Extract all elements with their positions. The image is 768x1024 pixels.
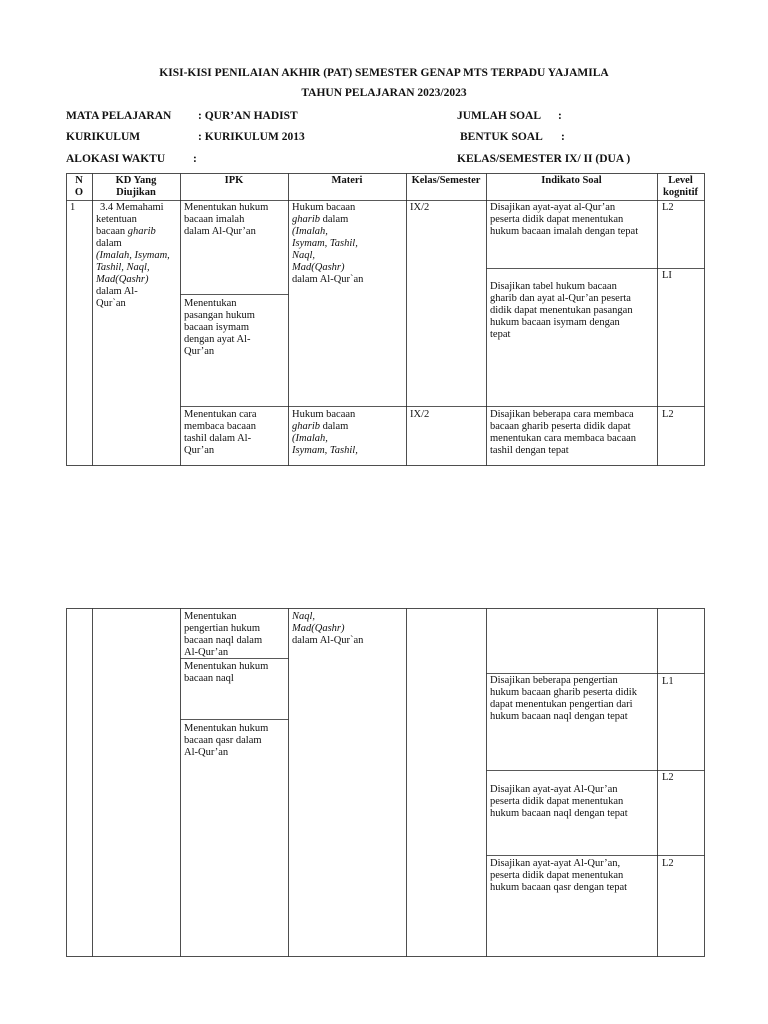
header-ipk: IPK <box>224 175 244 186</box>
bentuk-soal-value: : <box>561 131 565 143</box>
indikator-cell-5: Disajikan ayat-ayat Al-Qur’an peserta didik dapat menentukan hukum bacaan naql dengan tepat <box>490 784 628 819</box>
mapel-label: MATA PELAJARAN <box>66 110 172 122</box>
header-kelas-semester: Kelas/Semester <box>411 175 481 186</box>
level-cell-2: LI <box>662 270 672 281</box>
jumlah-soal-label: JUMLAH SOAL <box>457 110 542 122</box>
header-kd: KD Yang Diujikan <box>115 175 157 198</box>
kelas-semester-label: KELAS/SEMESTER <box>457 153 562 165</box>
materi-cell-3: Naql, Mad(Qashr) dalam Al-Qur`an <box>292 611 364 646</box>
kelas-semester-value: : IX/ II (DUA ) <box>558 153 631 165</box>
ipk-cell-tashil: Menentukan cara membaca bacaan tashil dalam Al- Qur’an <box>184 409 257 456</box>
kelas-cell-1: IX/2 <box>410 202 430 213</box>
ipk-cell-isymam: Menentukan pasangan hukum bacaan isymam dengan ayat Al- Qur’an <box>184 298 255 357</box>
alokasi-waktu-label: ALOKASI WAKTU <box>66 153 166 165</box>
row-number: 1 <box>70 202 76 213</box>
materi-cell-1: Hukum bacaan gharib dalam (Imalah, Isymam, Tashil, Naql, Mad(Qashr) dalam Al-Qur`an <box>292 202 364 285</box>
bentuk-soal-label: BENTUK SOAL <box>460 131 543 143</box>
materi-cell-2: Hukum bacaan gharib dalam (Imalah, Isymam, Tashil, <box>292 409 358 456</box>
ipk-cell-qasr: Menentukan hukum bacaan qasr dalam Al-Qur’an <box>184 723 269 758</box>
header-no: N O <box>74 175 84 198</box>
header-level-kognitif: Level kognitif <box>662 175 698 198</box>
kd-cell: 3.4 Memahami ketentuan bacaan gharib dalam (Imalah, Isymam, Tashil, Naql, Mad(Qashr) dalam Al- Qur`an <box>96 202 170 309</box>
level-cell-3: L2 <box>662 409 674 420</box>
ipk-cell-naql-pengertian: Menentukan pengertian hukum bacaan naql dalam Al-Qur’an <box>184 611 263 658</box>
kurikulum-label: KURIKULUM <box>66 131 141 143</box>
indikator-cell-1: Disajikan ayat-ayat al-Qur’an peserta didik dapat menentukan hukum bacaan imalah dengan tepat <box>490 202 639 237</box>
indikator-cell-2: Disajikan tabel hukum bacaan gharib dan ayat al-Qur’an peserta didik dapat menentukan pasangan hukum bacaan isymam dengan tepat <box>490 281 633 340</box>
kelas-cell-2: IX/2 <box>410 409 430 420</box>
header-indikator-soal: Indikato Soal <box>541 175 602 186</box>
mapel-value: : QUR’AN HADIST <box>198 110 298 122</box>
level-cell-1: L2 <box>662 202 674 213</box>
level-cell-6: L2 <box>662 858 674 869</box>
kurikulum-value: : KURIKULUM 2013 <box>198 131 305 143</box>
ipk-cell-imalah: Menentukan hukum bacaan imalah dalam Al-Qur’an <box>184 202 269 237</box>
alokasi-waktu-value: : <box>193 153 197 165</box>
indikator-cell-4: Disajikan beberapa pengertian hukum bacaan gharib peserta didik dapat menentukan pengertian dari hukum bacaan naql dengan tepat <box>490 675 637 722</box>
indikator-cell-3: Disajikan beberapa cara membaca bacaan gharib peserta didik dapat menentukan cara membaca bacaan tashil dengan tepat <box>490 409 637 456</box>
document-subtitle: TAHUN PELAJARAN 2023/2023 <box>301 87 467 99</box>
header-materi: Materi <box>331 175 363 186</box>
level-cell-4: L1 <box>662 676 674 687</box>
ipk-cell-naql: Menentukan hukum bacaan naql <box>184 661 269 684</box>
level-cell-5: L2 <box>662 772 674 783</box>
indikator-cell-6: Disajikan ayat-ayat Al-Qur’an, peserta didik dapat menentukan hukum bacaan qasr dengan tepat <box>490 858 628 893</box>
document-title: KISI-KISI PENILAIAN AKHIR (PAT) SEMESTER GENAP MTS TERPADU YAJAMILA <box>159 67 609 79</box>
jumlah-soal-value: : <box>558 110 562 122</box>
